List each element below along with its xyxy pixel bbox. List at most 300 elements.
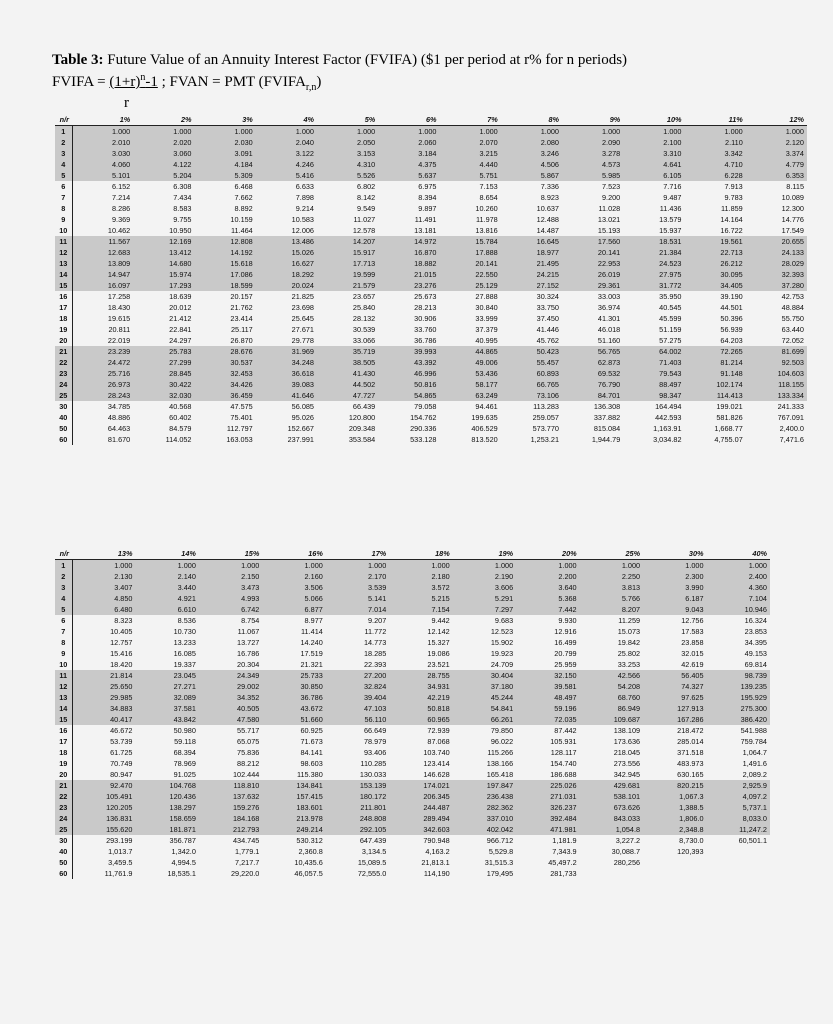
table-row	[55, 780, 770, 791]
factor-cell: 21.579	[317, 280, 378, 291]
factor-cell: 14.487	[536, 226, 559, 235]
factor-cell: 248.808	[326, 813, 389, 824]
factor-cell: 4.375	[378, 159, 439, 170]
factor-cell: 14.680	[133, 258, 194, 269]
factor-cell: 7.297	[453, 604, 516, 615]
factor-cell: 153.139	[326, 780, 389, 791]
factor-cell: 181.871	[135, 824, 198, 835]
factor-cell: 12.757	[110, 638, 133, 647]
factor-cell: 130.033	[359, 770, 387, 779]
factor-cell: 136.308	[593, 402, 621, 411]
factor-cell: 23.858	[681, 638, 704, 647]
factor-cell: 84.701	[562, 390, 623, 401]
factor-cell: 45.762	[536, 336, 559, 345]
corner-header: n/r	[55, 548, 72, 560]
factor-cell: 6.877	[262, 604, 325, 615]
factor-cell: 60.965	[389, 714, 452, 725]
factor-cell: 3.153	[317, 148, 378, 159]
factor-cell: 103.740	[423, 748, 450, 757]
table-row	[55, 593, 770, 604]
fvifa-table-2	[55, 548, 770, 879]
factor-cell: 1.000	[562, 126, 623, 138]
rate-header: 30%	[643, 548, 706, 560]
factor-cell: 134.841	[262, 780, 325, 791]
factor-cell: 15.073	[617, 627, 641, 636]
factor-cell: 9.783	[724, 193, 743, 202]
factor-cell: 4,097.2	[707, 791, 770, 802]
table-row	[55, 269, 807, 280]
factor-cell: 767.091	[777, 413, 804, 422]
factor-cell: 4.506	[501, 159, 562, 170]
factor-cell: 50.980	[173, 726, 196, 735]
factor-cell: 54.208	[580, 681, 643, 692]
factor-cell: 9.369	[111, 215, 131, 224]
factor-cell: 7.154	[389, 604, 452, 615]
factor-cell: 820.215	[643, 780, 706, 791]
period-cell: 22	[55, 357, 72, 368]
factor-cell: 30.537	[195, 357, 256, 368]
factor-cell: 16.324	[744, 616, 767, 625]
factor-cell: 109.687	[580, 714, 643, 725]
factor-cell: 32.150	[516, 670, 579, 681]
table-row	[55, 835, 770, 846]
factor-cell: 115.266	[487, 748, 514, 757]
factor-cell: 10.462	[107, 226, 131, 235]
factor-cell: 184.168	[199, 813, 262, 824]
period-cell: 60	[55, 868, 72, 879]
factor-cell: 21.825	[291, 292, 314, 301]
factor-cell: 280,256	[613, 858, 641, 867]
period-cell: 3	[55, 582, 72, 593]
factor-cell: 9.930	[558, 616, 577, 625]
factor-cell: 7.898	[295, 193, 314, 202]
factor-cell: 1.000	[72, 560, 135, 572]
factor-cell: 4,163.2	[425, 847, 450, 856]
factor-cell: 92.503	[746, 357, 807, 368]
table-row	[55, 379, 807, 390]
factor-cell: 64.002	[623, 346, 684, 357]
factor-cell: 64.203	[720, 336, 743, 345]
factor-cell: 167.286	[643, 714, 706, 725]
factor-cell: 11.414	[301, 627, 323, 636]
table-row	[55, 225, 807, 236]
factor-cell: 64.463	[107, 424, 131, 433]
factor-cell: 32.015	[681, 649, 704, 658]
factor-cell: 6.105	[623, 170, 684, 181]
factor-cell: 48.886	[107, 413, 131, 422]
factor-cell: 29.778	[291, 336, 314, 345]
factor-cell: 27.975	[623, 269, 684, 280]
factor-cell: 96.022	[490, 737, 514, 746]
factor-cell: 32.824	[326, 681, 389, 692]
factor-cell: 212.793	[199, 824, 262, 835]
factor-cell: 2.110	[685, 137, 746, 148]
period-cell: 13	[55, 258, 72, 269]
factor-cell: 4.850	[72, 593, 135, 604]
factor-cell: 285.014	[677, 737, 704, 746]
factor-cell: 1,163.91	[653, 424, 682, 433]
factor-cell: 16.085	[173, 649, 196, 658]
factor-cell: 41.430	[317, 368, 378, 379]
factor-cell: 75.836	[237, 748, 260, 757]
factor-cell: 2.180	[389, 571, 452, 582]
factor-cell: 22.713	[685, 247, 746, 258]
factor-cell: 15.937	[659, 226, 682, 235]
factor-cell: 133.334	[746, 390, 807, 401]
factor-cell: 43.392	[378, 357, 439, 368]
factor-cell: 8.536	[177, 616, 196, 625]
factor-cell: 18.292	[256, 269, 317, 280]
factor-cell: 7.336	[540, 182, 559, 191]
factor-cell: 342.603	[389, 824, 452, 835]
factor-cell: 9.043	[643, 604, 706, 615]
factor-cell: 199.021	[716, 402, 743, 411]
factor-cell: 17.519	[300, 649, 323, 658]
period-cell: 12	[55, 247, 72, 258]
table-row	[55, 813, 770, 824]
factor-cell: 249.214	[262, 824, 325, 835]
period-cell: 21	[55, 346, 72, 357]
factor-cell: 78.969	[173, 759, 196, 768]
header-row	[55, 548, 770, 560]
factor-cell: 19.842	[617, 638, 641, 647]
factor-cell: 174.021	[389, 780, 452, 791]
factor-cell: 36.786	[414, 336, 437, 345]
table-row	[55, 615, 770, 626]
factor-cell: 392.484	[516, 813, 579, 824]
factor-cell: 78.979	[363, 737, 387, 746]
factor-cell: 41.446	[536, 325, 559, 334]
factor-cell: 104.768	[135, 780, 198, 791]
factor-cell: 8.115	[786, 182, 804, 191]
factor-cell: 1.000	[256, 126, 317, 138]
factor-cell	[643, 857, 706, 868]
table-row	[55, 324, 807, 335]
factor-cell: 120.800	[348, 413, 376, 422]
factor-cell: 43.842	[135, 714, 198, 725]
table-row	[55, 670, 770, 681]
factor-cell: 406.529	[471, 424, 498, 433]
factor-cell: 2.130	[72, 571, 135, 582]
factor-cell: 27.152	[501, 280, 562, 291]
factor-cell: 39.083	[256, 379, 317, 390]
factor-cell: 271.031	[516, 791, 579, 802]
factor-cell: 1,491.6	[742, 759, 767, 768]
factor-cell: 290.336	[410, 424, 437, 433]
factor-cell: 63.440	[781, 325, 804, 334]
factor-cell: 790.948	[423, 836, 450, 845]
factor-cell: 36.974	[597, 303, 621, 312]
factor-cell: 19.923	[490, 649, 514, 658]
formula-num-open: (1+r)	[109, 74, 141, 90]
factor-cell: 1.000	[440, 126, 501, 138]
factor-cell: 41.646	[256, 390, 317, 401]
factor-cell: 6.468	[234, 182, 253, 191]
factor-cell: 6.610	[135, 604, 198, 615]
table-row	[55, 637, 770, 648]
factor-cell: 26.212	[685, 258, 746, 269]
factor-cell: 31,515.3	[484, 858, 514, 867]
factor-cell: 79.850	[490, 726, 514, 735]
period-cell: 23	[55, 368, 72, 379]
factor-cell: 17.583	[681, 627, 704, 636]
factor-cell: 33.066	[352, 336, 376, 345]
factor-cell: 31.969	[256, 346, 317, 357]
factor-cell: 23.045	[135, 670, 198, 681]
factor-cell: 1.000	[133, 126, 194, 138]
factor-cell: 180.172	[326, 791, 389, 802]
factor-cell: 123.414	[423, 759, 450, 768]
factor-cell: 139.235	[707, 681, 770, 692]
factor-cell: 3.278	[562, 148, 623, 159]
factor-cell: 81.699	[746, 346, 807, 357]
factor-cell: 45,497.2	[548, 858, 577, 867]
factor-cell: 3.030	[72, 148, 133, 159]
factor-cell: 244.487	[389, 802, 452, 813]
factor-cell: 56.085	[291, 402, 314, 411]
factor-cell: 87.068	[427, 737, 450, 746]
factor-cell: 49.006	[440, 357, 501, 368]
period-cell: 16	[55, 725, 72, 736]
rate-header: 11%	[685, 114, 746, 126]
factor-cell: 34.785	[107, 402, 131, 411]
factor-cell: 68.760	[580, 692, 643, 703]
period-cell: 16	[55, 291, 72, 302]
factor-cell: 41.301	[597, 314, 621, 323]
factor-cell: 13.816	[475, 226, 498, 235]
factor-cell: 5.751	[440, 170, 501, 181]
factor-cell: 218.045	[613, 748, 641, 757]
factor-cell: 25.650	[72, 681, 135, 692]
factor-cell: 8.207	[580, 604, 643, 615]
period-cell: 2	[55, 137, 72, 148]
factor-cell: 146.628	[423, 770, 450, 779]
factor-cell: 36.459	[195, 390, 256, 401]
factor-cell: 105.491	[72, 791, 135, 802]
rate-header: 10%	[623, 114, 684, 126]
factor-cell: 4.246	[256, 159, 317, 170]
factor-cell: 13.021	[597, 215, 621, 224]
factor-cell: 4.641	[623, 159, 684, 170]
factor-cell: 15.618	[195, 258, 256, 269]
factor-cell: 13.412	[133, 247, 194, 258]
factor-cell: 86.949	[580, 703, 643, 714]
factor-cell: 1.000	[72, 126, 133, 138]
factor-cell: 4.310	[317, 159, 378, 170]
factor-cell	[580, 868, 643, 879]
factor-cell: 30.850	[262, 681, 325, 692]
factor-cell: 24.349	[199, 670, 262, 681]
factor-cell: 66.649	[363, 726, 387, 735]
factor-cell: 20.024	[256, 280, 317, 291]
factor-cell: 30.324	[536, 292, 559, 301]
factor-cell: 112.797	[226, 424, 253, 433]
period-cell: 60	[55, 434, 72, 445]
factor-cell: 56.765	[562, 346, 623, 357]
factor-cell: 84.579	[169, 424, 192, 433]
factor-cell: 13.579	[659, 215, 682, 224]
table-row	[55, 560, 770, 572]
period-cell: 40	[55, 846, 72, 857]
period-cell: 1	[55, 560, 72, 572]
factor-cell: 4.710	[685, 159, 746, 170]
factor-cell: 47.103	[326, 703, 389, 714]
factor-cell: 29.002	[199, 681, 262, 692]
factor-cell: 5.141	[326, 593, 389, 604]
factor-cell: 237.991	[287, 435, 314, 444]
factor-cell: 25.959	[554, 660, 577, 669]
factor-cell: 26.019	[562, 269, 623, 280]
factor-cell: 8.286	[111, 204, 131, 213]
factor-cell: 102.444	[232, 770, 260, 779]
factor-cell: 273.556	[613, 759, 641, 768]
factor-cell: 14.192	[195, 247, 256, 258]
factor-cell: 11.436	[659, 204, 682, 213]
factor-cell: 72,555.0	[357, 869, 387, 878]
factor-cell: 1.000	[317, 126, 378, 138]
factor-cell: 94.461	[475, 402, 498, 411]
factor-cell: 14.972	[378, 236, 439, 247]
formula-subscript: r,n	[305, 82, 317, 93]
factor-cell: 29.985	[72, 692, 135, 703]
factor-cell: 4.184	[195, 159, 256, 170]
factor-cell: 20.141	[440, 258, 501, 269]
factor-cell: 7.662	[234, 193, 253, 202]
period-cell: 4	[55, 159, 72, 170]
factor-cell: 33.003	[597, 292, 621, 301]
factor-cell: 11.567	[72, 236, 133, 247]
factor-cell: 36.618	[256, 368, 317, 379]
table-row	[55, 258, 807, 269]
factor-cell: 19.615	[107, 314, 131, 323]
period-cell: 25	[55, 824, 72, 835]
table-row	[55, 137, 807, 148]
factor-cell: 2,348.8	[643, 824, 706, 835]
factor-cell: 10.950	[169, 226, 192, 235]
factor-cell: 12.683	[72, 247, 133, 258]
factor-cell	[643, 868, 706, 879]
factor-cell: 17.888	[440, 247, 501, 258]
factor-cell: 18.430	[107, 303, 131, 312]
factor-cell: 32.453	[195, 368, 256, 379]
factor-cell: 1,944.79	[591, 435, 621, 444]
factor-cell: 2.020	[133, 137, 194, 148]
factor-cell: 152.667	[287, 424, 314, 433]
factor-cell: 3.813	[580, 582, 643, 593]
factor-cell: 105.931	[550, 737, 577, 746]
factor-cell: 6.802	[356, 182, 376, 191]
factor-cell: 22.393	[363, 660, 387, 669]
period-cell: 10	[55, 225, 72, 236]
period-cell: 19	[55, 758, 72, 769]
table-row	[55, 181, 807, 192]
table-row	[55, 824, 770, 835]
factor-cell: 2.300	[643, 571, 706, 582]
factor-cell: 281,733	[550, 869, 577, 878]
factor-cell: 5.867	[501, 170, 562, 181]
factor-cell: 23.521	[427, 660, 450, 669]
factor-cell: 33.760	[414, 325, 437, 334]
period-cell: 1	[55, 126, 72, 138]
factor-cell: 17.293	[133, 280, 194, 291]
factor-cell: 7.442	[516, 604, 579, 615]
formula-sep: ; FVAN = PMT (FVIFA	[157, 74, 306, 90]
factor-cell: 71.673	[300, 737, 323, 746]
factor-cell: 12.488	[536, 215, 559, 224]
factor-cell: 91.025	[173, 770, 196, 779]
factor-cell: 1.000	[195, 126, 256, 138]
table-row	[55, 791, 770, 802]
factor-cell: 2.080	[501, 137, 562, 148]
table-row	[55, 192, 807, 203]
factor-cell: 1.000	[643, 560, 706, 572]
factor-cell: 5.985	[562, 170, 623, 181]
factor-cell: 25.783	[133, 346, 194, 357]
factor-cell: 11.491	[414, 215, 437, 224]
period-cell: 7	[55, 626, 72, 637]
table-row	[55, 423, 807, 434]
factor-cell: 9.442	[431, 616, 450, 625]
factor-cell: 30.422	[133, 379, 194, 390]
factor-cell: 40.417	[72, 714, 135, 725]
factor-cell: 53.436	[440, 368, 501, 379]
factor-cell: 98.739	[707, 670, 770, 681]
table-row	[55, 357, 807, 368]
factor-cell: 7,217.7	[235, 858, 260, 867]
factor-cell: 1,806.0	[643, 813, 706, 824]
factor-cell: 2.200	[516, 571, 579, 582]
factor-cell: 11.027	[353, 215, 376, 224]
factor-cell: 4.573	[562, 159, 623, 170]
factor-cell: 29.361	[562, 280, 623, 291]
table-row	[55, 434, 807, 445]
factor-cell: 50.396	[720, 314, 743, 323]
factor-cell: 51.660	[262, 714, 325, 725]
factor-cell: 8,033.0	[707, 813, 770, 824]
factor-cell: 371.518	[677, 748, 704, 757]
title-label: Table 3:	[52, 52, 104, 68]
factor-cell: 22.953	[562, 258, 623, 269]
factor-cell: 2.190	[453, 571, 516, 582]
factor-cell: 21.495	[501, 258, 562, 269]
period-cell: 25	[55, 390, 72, 401]
factor-cell: 27.299	[133, 357, 194, 368]
factor-cell: 18,535.1	[167, 869, 196, 878]
factor-cell: 164.494	[655, 402, 682, 411]
factor-cell: 20.799	[554, 649, 577, 658]
factor-cell: 259.057	[532, 413, 559, 422]
rate-header: 1%	[72, 114, 133, 126]
factor-cell: 31.772	[623, 280, 684, 291]
factor-cell: 1,779.1	[235, 847, 260, 856]
period-cell: 6	[55, 615, 72, 626]
factor-cell: 5,529.8	[488, 847, 514, 856]
factor-cell: 8.977	[304, 616, 323, 625]
period-cell: 15	[55, 280, 72, 291]
factor-cell: 25.733	[262, 670, 325, 681]
factor-cell: 118.810	[199, 780, 262, 791]
period-cell: 15	[55, 714, 72, 725]
factor-cell: 402.042	[453, 824, 516, 835]
factor-cell: 14.164	[720, 215, 743, 224]
factor-cell: 24.297	[169, 336, 192, 345]
factor-cell: 9.214	[295, 204, 314, 213]
factor-cell: 538.101	[580, 791, 643, 802]
factor-cell: 34.405	[685, 280, 746, 291]
factor-cell: 25.129	[440, 280, 501, 291]
factor-cell: 33.999	[475, 314, 498, 323]
factor-cell: 1.000	[453, 560, 516, 572]
